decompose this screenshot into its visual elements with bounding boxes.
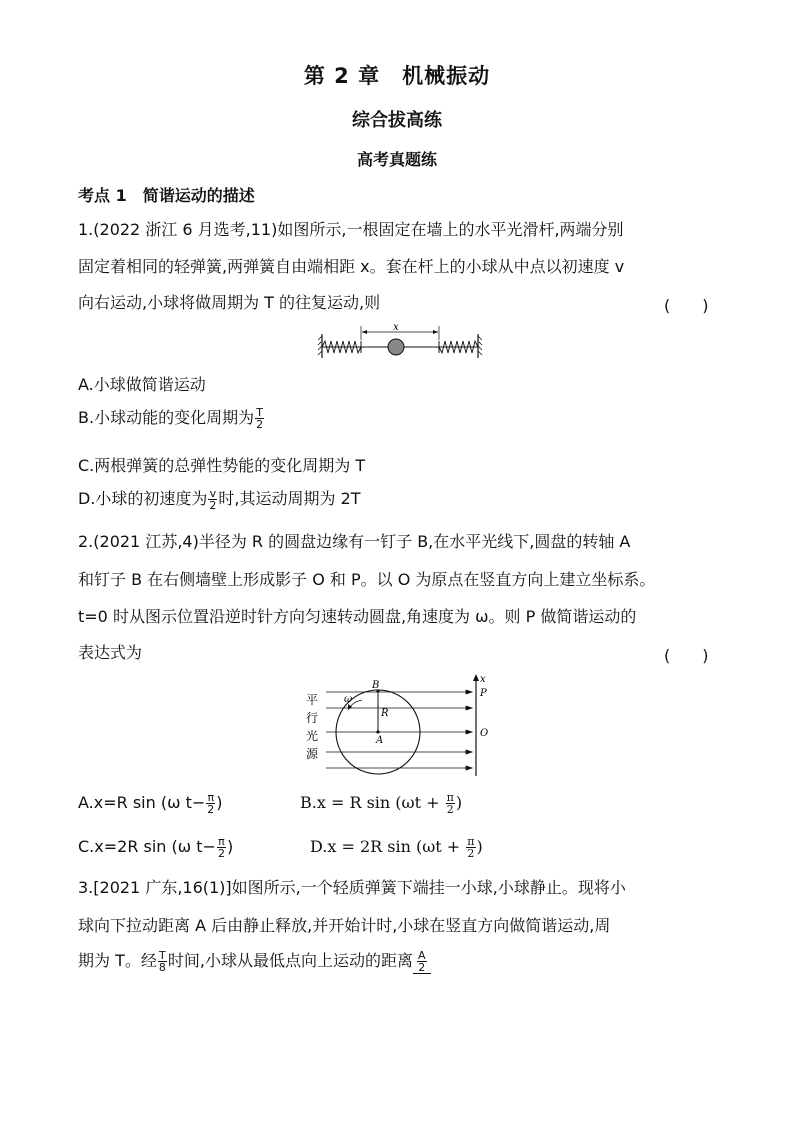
x-axis-label: x: [480, 674, 486, 685]
light-label-2: 行: [305, 711, 319, 725]
q2-option-b: [300, 792, 462, 815]
fraction-t-over-2: $\frac{T}{2}$: [256, 406, 264, 431]
light-label-4: 源: [305, 747, 319, 761]
q2-option-a: [78, 792, 223, 815]
q2-line2: 和钉子 B 在右侧墙壁上形成影子 O 和 P。以 O 为原点在竖直方向上建立坐标系。: [78, 570, 656, 589]
q1-option-c: C.两根弹簧的总弹性势能的变化周期为 T: [78, 456, 366, 475]
point-b-label: B: [372, 680, 380, 691]
q2-option-a-text: A.x=R sin (ω t−: [78, 793, 206, 812]
fraction-pi-over-2: $\frac{\pi}{2}$: [467, 835, 475, 860]
q2-option-d-text: D.x = 2R sin (ωt +: [310, 837, 466, 856]
answer-blank[interactable]: [413, 950, 431, 974]
section-heading: 高考真题练: [356, 150, 437, 169]
q3-line2: 球向下拉动距离 A 后由静止释放,并开始计时,小球在竖直方向做简谐运动,周: [78, 916, 611, 935]
q2-option-d-close: ): [476, 837, 483, 856]
q2-option-c-close: ): [226, 837, 234, 856]
q1-option-b: [78, 407, 265, 430]
q1-option-b-text: B.小球动能的变化周期为: [78, 408, 255, 427]
light-label-3: 光: [305, 729, 319, 743]
fraction-a-over-2: $\frac{A}{2}$: [417, 949, 426, 974]
shadow-o-label: O: [480, 728, 489, 739]
q3-line1: 3.[2021 广东,16(1)]如图所示,一个轻质弹簧下端挂一小球,小球静止。现将小: [78, 878, 626, 897]
q1-line3: 向右运动,小球将做周期为 T 的往复运动,则: [78, 293, 381, 312]
q2-option-c: [78, 836, 233, 859]
disk-shadow-figure: [300, 672, 500, 778]
fraction-pi-over-2: $\frac{\pi}{2}$: [446, 791, 454, 816]
fraction-pi-over-2: $\frac{\pi}{2}$: [207, 791, 215, 816]
spring-rod-figure: [316, 320, 484, 360]
q2-answer-paren: ( ): [664, 646, 709, 665]
q2-option-a-close: ): [216, 793, 223, 812]
fraction-v-over-2: $\frac{v}{2}$: [209, 487, 217, 512]
q3-line3: [78, 950, 431, 974]
fraction-pi-over-2: $\frac{\pi}{2}$: [217, 835, 225, 860]
q3-line3-pre: 期为 T。经: [78, 951, 157, 970]
q1-answer-paren: ( ): [664, 296, 709, 315]
dimension-x-label: x: [393, 322, 399, 333]
q1-line1: 1.(2022 浙江 6 月选考,11)如图所示,一根固定在墙上的水平光滑杆,两端分别: [78, 220, 624, 239]
q2-option-b-close: ): [455, 793, 463, 812]
q2-line4: 表达式为: [78, 643, 143, 662]
q2-option-d: [310, 836, 483, 859]
light-label-1: 平: [305, 693, 319, 707]
radius-label: R: [381, 708, 389, 719]
q1-option-a: A.小球做简谐运动: [78, 375, 206, 394]
q2-line3: t=0 时从图示位置沿逆时针方向匀速转动圆盘,角速度为 ω。则 P 做简谐运动的: [78, 607, 637, 626]
shadow-p-label: P: [480, 688, 487, 699]
q2-option-c-text: C.x=2R sin (ω t−: [78, 837, 216, 856]
q2-line1: 2.(2021 江苏,4)半径为 R 的圆盘边缘有一钉子 B,在水平光线下,圆盘的转轴 A: [78, 532, 631, 551]
omega-label: ω: [344, 694, 353, 705]
q1-option-d-text: D.小球的初速度为: [78, 489, 208, 508]
q1-option-d-post: 时,其运动周期为 2T: [218, 489, 361, 508]
topic-label: 考点 1 简谐运动的描述: [78, 186, 255, 205]
q1-option-d: [78, 488, 361, 511]
chapter-title: 第 2 章 机械振动: [303, 64, 491, 88]
page-subtitle: 综合拔高练: [352, 110, 442, 131]
q1-line2: 固定着相同的轻弹簧,两弹簧自由端相距 x。套在杆上的小球从中点以初速度 v: [78, 257, 625, 276]
point-a-label: A: [376, 735, 384, 746]
q2-option-b-text: B.x = R sin (ωt +: [300, 793, 445, 812]
fraction-t-over-8: $\frac{T}{8}$: [158, 949, 166, 974]
q3-line3-mid: 时间,小球从最低点向上运动的距离: [167, 951, 413, 970]
